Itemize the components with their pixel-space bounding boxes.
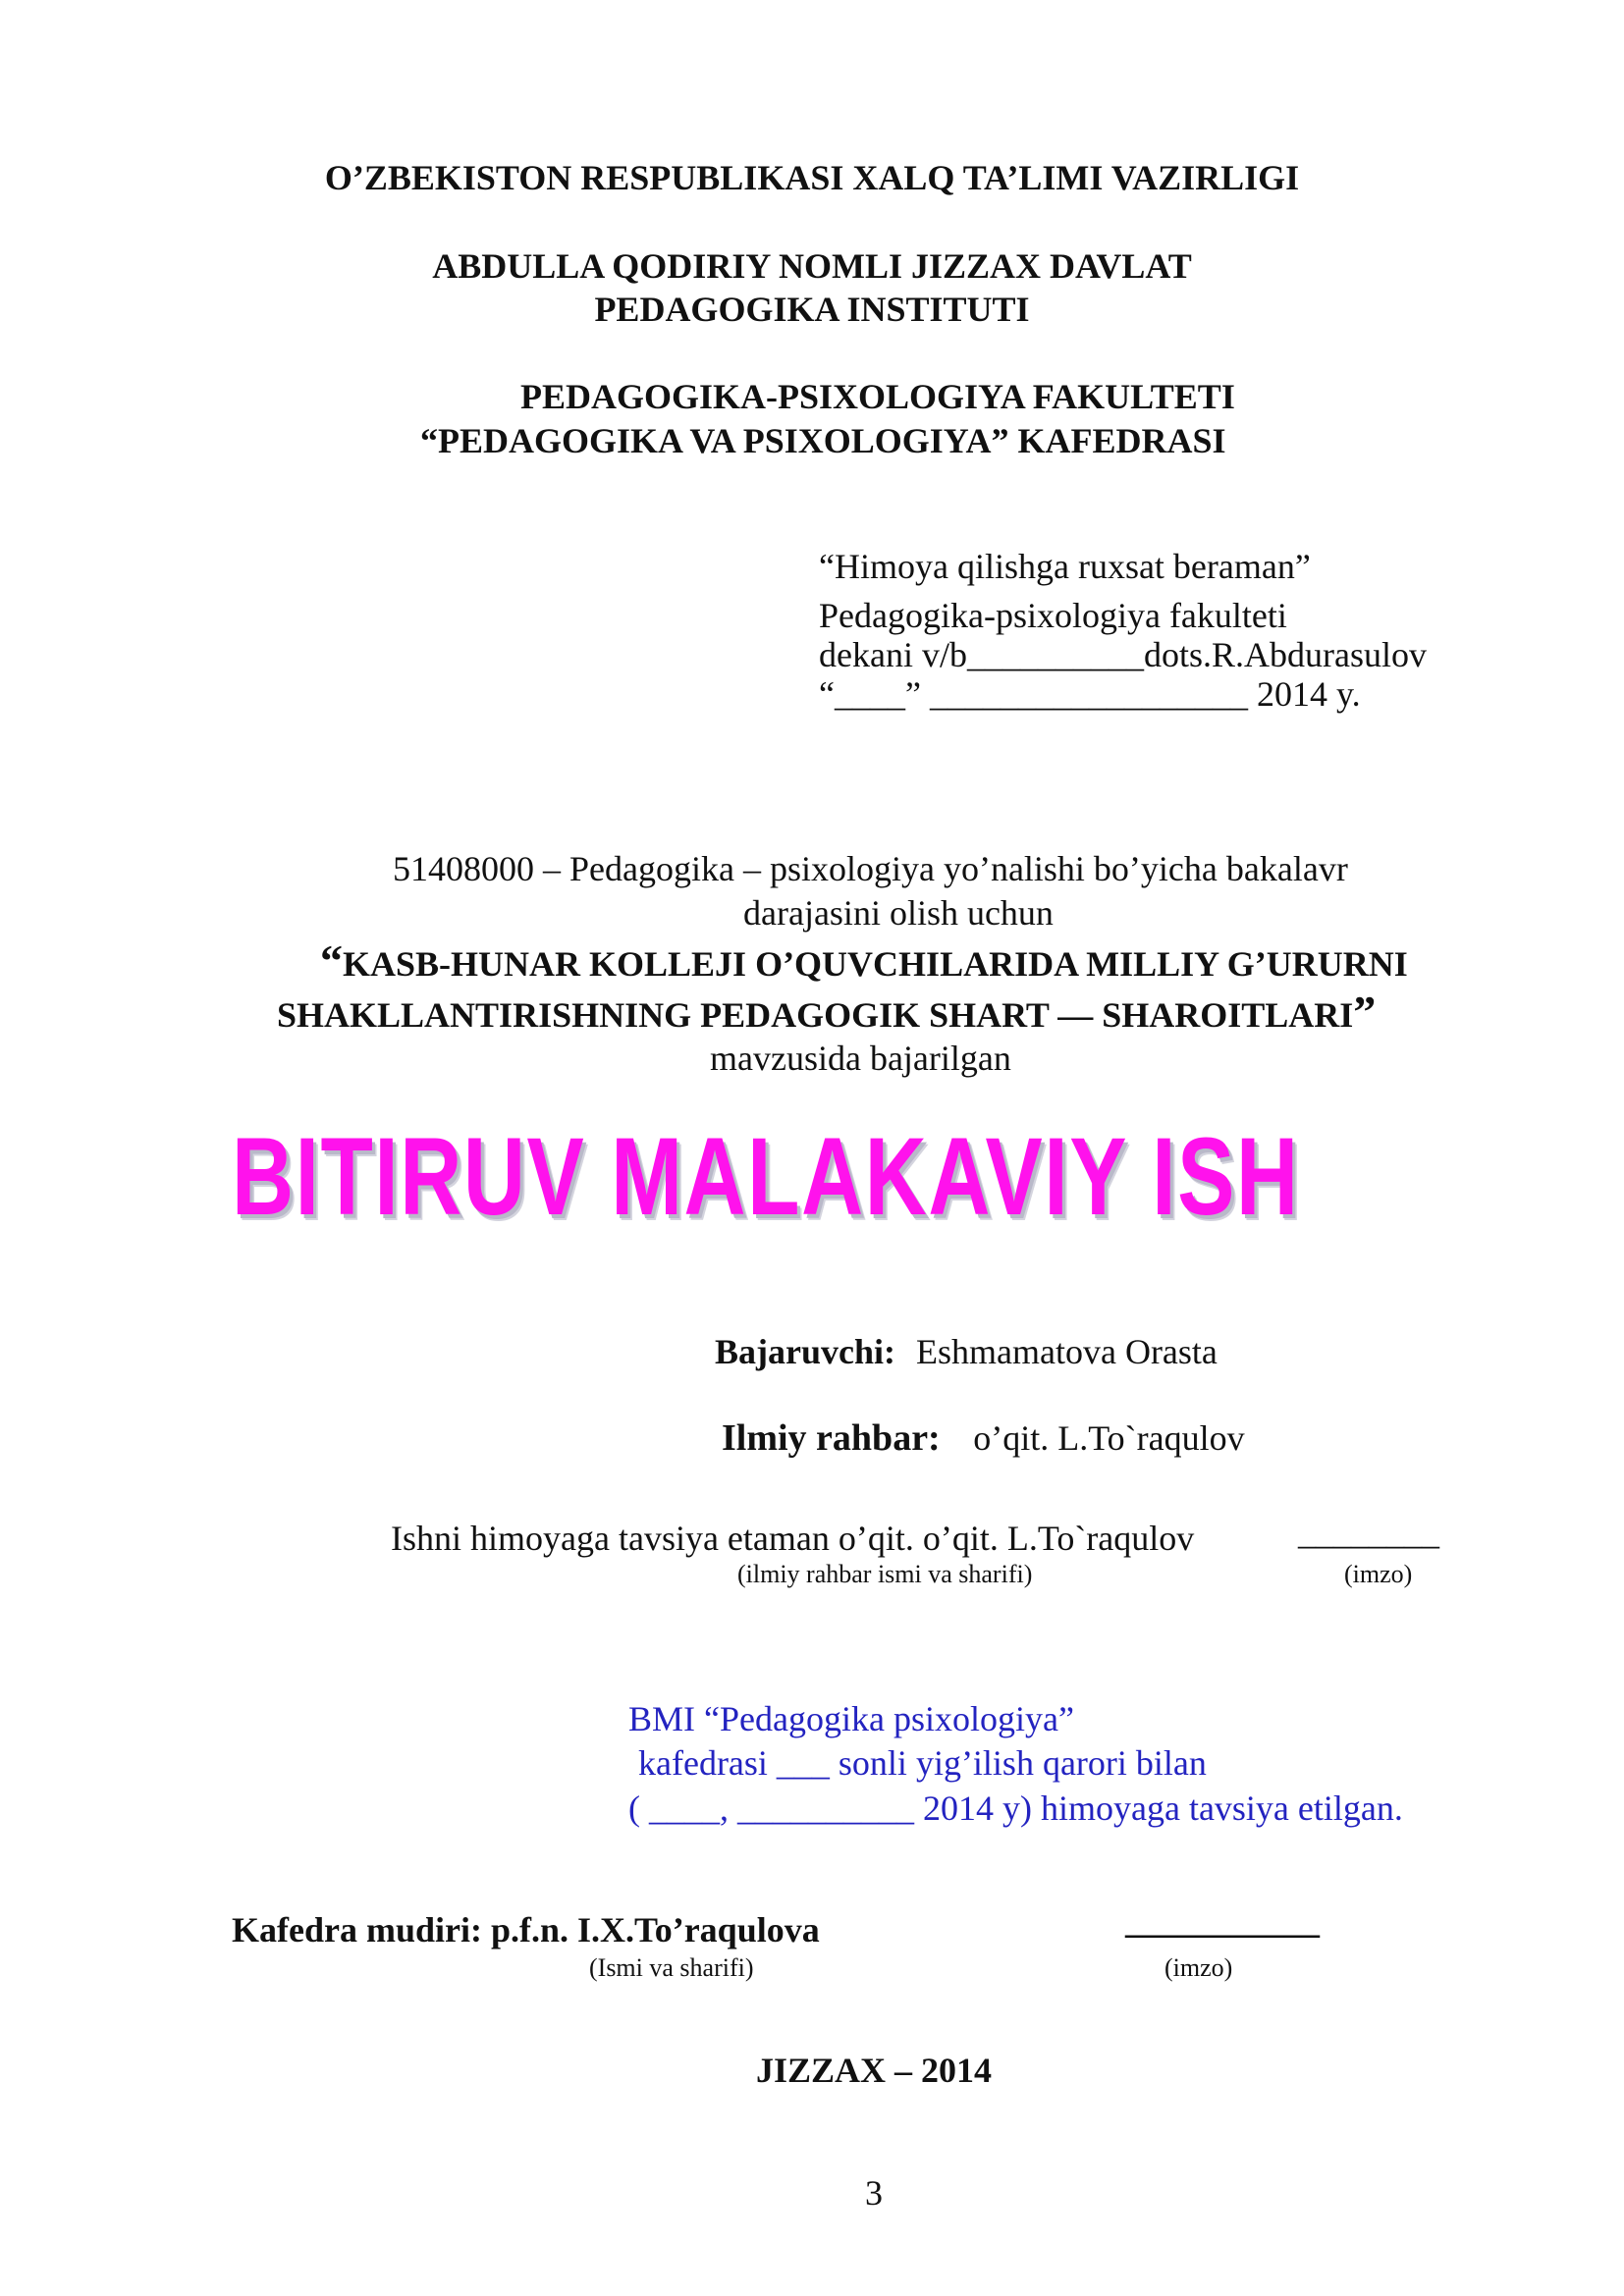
recommendation-signature-line: ________ xyxy=(1298,1513,1439,1552)
thesis-title-line2 xyxy=(277,986,1376,1038)
main-title: BITIRUV MALAKAVIY ISH xyxy=(232,1115,1300,1238)
recommendation-caption-name: (ilmiy rahbar ismi va sharifi) xyxy=(737,1560,1033,1588)
open-quote: “ xyxy=(320,935,343,986)
supervisor-label: Ilmiy rahbar: xyxy=(722,1417,941,1459)
recommendation-caption-sign: (imzo) xyxy=(1344,1560,1413,1588)
recommendation-text: Ishni himoyaga tavsiya etaman o’qit. o’qit. L.To`raqulov xyxy=(391,1519,1195,1558)
supervisor-name: o’qit. L.To`raqulov xyxy=(973,1418,1245,1458)
head-signature-line: ___________ xyxy=(1125,1901,1320,1941)
approval-line1: “Himoya qilishga ruxsat beraman” xyxy=(819,547,1311,586)
decision-line3: ( ____, __________ 2014 y) himoyaga tavsiya etilgan. xyxy=(628,1789,1403,1828)
approval-line4: “____” __________________ 2014 y. xyxy=(819,674,1361,714)
city-year: JIZZAX – 2014 xyxy=(755,2051,993,2090)
ministry-heading: O’ZBEKISTON RESPUBLIKASI XALQ TA’LIMI VAZIRLIGI xyxy=(324,158,1300,197)
institute-heading-line1: ABDULLA QODIRIY NOMLI JIZZAX DAVLAT xyxy=(432,246,1192,286)
topic-suffix: mavzusida bajarilgan xyxy=(710,1039,1011,1078)
decision-line2: kafedrasi ___ sonli yig’ilish qarori bilan xyxy=(638,1743,1207,1783)
author-name: Eshmamatova Orasta xyxy=(916,1332,1218,1371)
head-of-department: Kafedra mudiri: p.f.n. I.X.To’raqulova xyxy=(232,1910,820,1949)
thesis-title-text1: KASB-HUNAR KOLLEJI O’QUVCHILARIDA MILLIY G’URURNI xyxy=(343,944,1408,984)
supervisor-row xyxy=(722,1416,1245,1460)
thesis-title-line1 xyxy=(320,934,1408,987)
thesis-title-text2: SHAKLLANTIRISHNING PEDAGOGIK SHART — SHAROITLARI xyxy=(277,995,1354,1035)
faculty-heading: PEDAGOGIKA-PSIXOLOGIYA FAKULTETI xyxy=(520,377,1235,416)
page-number: 3 xyxy=(865,2173,883,2213)
institute-heading-line2: PEDAGOGIKA INSTITUTI xyxy=(594,290,1030,329)
head-caption-sign: (imzo) xyxy=(1164,1953,1233,1982)
approval-line3: dekani v/b__________dots.R.Abdurasulov xyxy=(819,635,1427,674)
head-caption-name: (Ismi va sharifi) xyxy=(589,1953,754,1982)
decision-line1: BMI “Pedagogika psixologiya” xyxy=(628,1699,1074,1738)
author-label: Bajaruvchi: xyxy=(715,1332,895,1371)
close-quote: ” xyxy=(1353,987,1377,1037)
approval-line2: Pedagogika-psixologiya fakulteti xyxy=(819,596,1287,635)
degree-line: 51408000 – Pedagogika – psixologiya yo’nalishi bo’yicha bakalavr xyxy=(393,849,1348,888)
author-row xyxy=(715,1331,1218,1372)
department-heading: “PEDAGOGIKA VA PSIXOLOGIYA” KAFEDRASI xyxy=(420,421,1226,460)
degree-line2: darajasini olish uchun xyxy=(743,893,1054,933)
